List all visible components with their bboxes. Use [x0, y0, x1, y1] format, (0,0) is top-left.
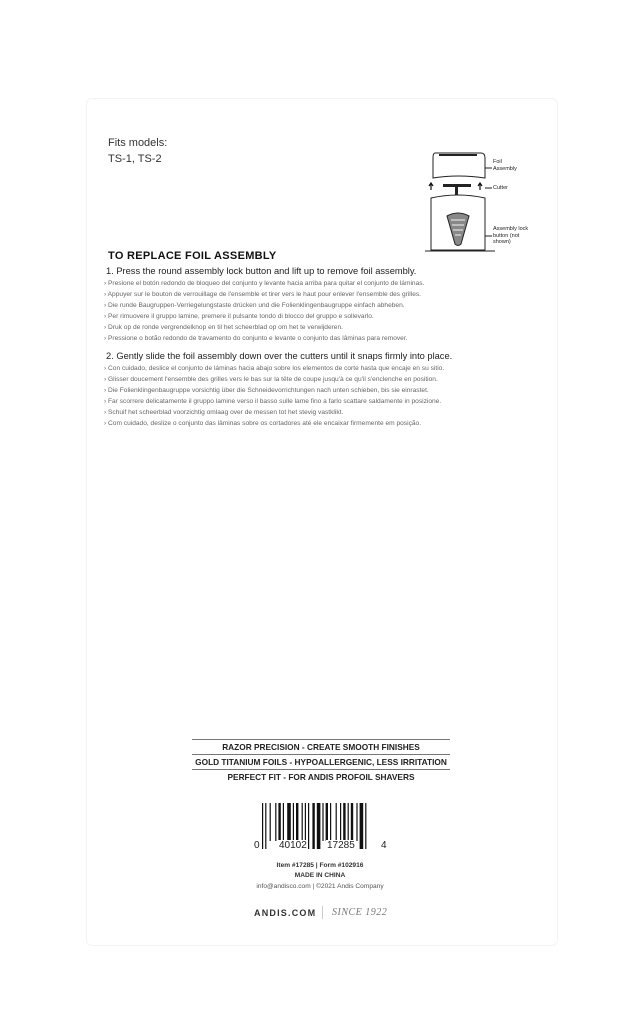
barcode-digits-left: 40102 [279, 840, 307, 851]
foil-assembly-label: Foil Assembly [493, 159, 517, 172]
barcode-digit: 0 [254, 840, 260, 851]
brand-website: ANDIS.COM [254, 908, 317, 918]
step-1-translation: › Appuyer sur le bouton de verrouillage de l'ensemble et tirer vers le haut pour enlever l'ensemble des grilles. [104, 291, 421, 298]
barcode-bar [293, 803, 294, 841]
barcode-bar [340, 803, 341, 841]
barcode-bar [308, 803, 309, 849]
barcode-bar [278, 803, 280, 841]
tagline: RAZOR PRECISION - CREATE SMOOTH FINISHES [222, 742, 420, 752]
step-2-translation: › Com cuidado, deslize o conjunto das lâminas sobre os cortadores até ele encaixar firmemente em posição. [104, 420, 422, 427]
contact-copyright: info@andisco.com | ©2021 Andis Company [256, 883, 384, 890]
foil-assembly-diagram [425, 150, 495, 255]
step-2-translation: › Glisser doucement l'ensemble des grilles vers le bas sur la tête de coupe jusqu'à ce qu'il s'enclenche en position. [104, 376, 438, 383]
barcode-bar [305, 803, 306, 841]
step-1-translation: › Die runde Baugruppen-Verriegelungstaste drücken und die Folienklingenbaugruppe einfach abheben. [104, 302, 405, 309]
barcode-check-digit: 4 [381, 840, 387, 851]
cutter-label: Cutter [493, 185, 508, 191]
barcode-bar [262, 803, 263, 849]
item-number: Item #17285 | Form #102916 [276, 862, 364, 869]
fits-models-list: TS-1, TS-2 [108, 153, 162, 165]
step-1: 1. Press the round assembly lock button and lift up to remove foil assembly. [106, 266, 417, 276]
step-1-translation: › Presione el botón redondo de bloqueo del conjunto y levante hacia arriba para quitar el conjunto de láminas. [104, 280, 425, 287]
step-1-translation: › Pressione o botão redondo de travamento do conjunto e levante o conjunto das lâminas para remover. [104, 335, 408, 342]
barcode-digits-right: 17285 [327, 840, 355, 851]
barcode-bar [322, 803, 323, 841]
barcode-bar [312, 803, 314, 849]
divider [192, 739, 450, 740]
barcode-bar [302, 803, 303, 841]
brand-since: SINCE 1922 [332, 907, 388, 918]
fits-models-label: Fits models: [108, 137, 168, 149]
lock-button-label: Assembly lock button (not shown) [493, 226, 529, 245]
section-heading: TO REPLACE FOIL ASSEMBLY [108, 250, 277, 262]
barcode-bar [343, 803, 345, 841]
step-1-translation: › Druk op de ronde vergrendelknop en til het scheerblad op om het te verwijderen. [104, 324, 343, 331]
step-2-translation: › Die Folienklingenbaugruppe vorsichtig über die Schneidevorrichtungen nach unten schieben, bis sie einrastet. [104, 387, 429, 394]
barcode-bar [360, 803, 364, 849]
tagline: PERFECT FIT - FOR ANDIS PROFOIL SHAVERS [227, 772, 415, 782]
step-2-translation: › Schuif het scheerblad voorzichtig omlaag over de messen tot het stevig vastklikt. [104, 409, 344, 416]
barcode-bar [326, 803, 328, 841]
barcode-bar [351, 803, 353, 841]
divider [192, 769, 450, 770]
barcode-bar [287, 803, 291, 841]
barcode-bar [356, 803, 357, 841]
barcode-bar [275, 803, 276, 841]
barcode-bar [283, 803, 284, 841]
step-2: 2. Gently slide the foil assembly down over the cutters until it snaps firmly into place. [106, 351, 453, 361]
barcode-bar [348, 803, 349, 841]
barcode-bar [317, 803, 321, 849]
brand-divider [322, 906, 323, 919]
step-2-translation: › Far scorrere delicatamente il gruppo lamine verso il basso sulle lame fino a farlo scattare saldamente in posizione. [104, 398, 442, 405]
barcode-bar [336, 803, 337, 841]
tagline: GOLD TITANIUM FOILS - HYPOALLERGENIC, LESS IRRITATION [195, 757, 447, 767]
barcode-bar [265, 803, 266, 849]
barcode-bar [365, 803, 366, 849]
step-2-translation: › Con cuidado, deslice el conjunto de láminas hacia abajo sobre los elementos de corte hasta que encaje en su sitio. [104, 365, 445, 372]
barcode-bar [296, 803, 298, 841]
barcode-bar [330, 803, 331, 841]
country-of-origin: MADE IN CHINA [294, 872, 346, 879]
step-1-translation: › Per rimuovere il gruppo lamine, premere il pulsante tondo di blocco del gruppo e sollevarlo. [104, 313, 374, 320]
barcode-bar [270, 803, 271, 841]
divider [192, 754, 450, 755]
